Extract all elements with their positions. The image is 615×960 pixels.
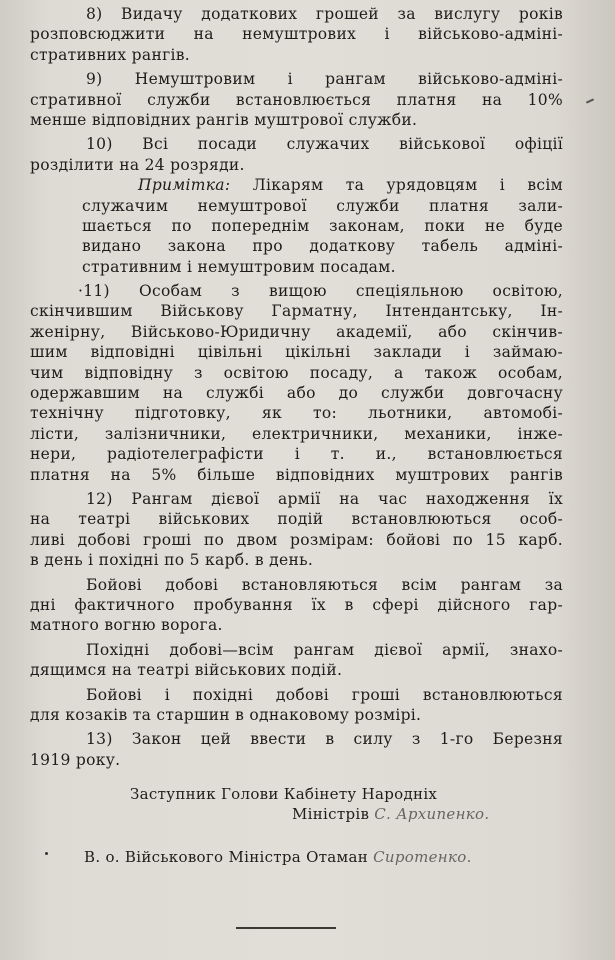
signature-title: Міністрів	[292, 805, 370, 824]
signature-title: В. о. Військового Міністра Отаман	[84, 847, 369, 866]
text-line: менше відповідних рангів муштрової служби.	[30, 110, 418, 129]
ink-dot	[45, 852, 48, 855]
note-first-text: Лікарям та урядовцям і всім	[252, 176, 563, 195]
paragraph-10	[30, 134, 563, 175]
ink-mark	[586, 98, 594, 103]
text-line: ·11) Особам з вищою спеціяльною освітою,	[78, 282, 563, 301]
text-line: технічну підготовку, як то: льотники, автомобі-	[30, 404, 563, 423]
text-line: дні фактичного пробування їх в сфері дійсного гар-	[30, 595, 563, 614]
note-label: Примітка:	[138, 176, 231, 195]
text-line: 10) Всі посади служачих військової офіції	[86, 135, 563, 154]
text-line: стративних рангів.	[30, 45, 191, 64]
text-line: 8) Видачу додаткових грошей за вислугу років	[86, 5, 563, 23]
paragraph-8	[30, 4, 563, 65]
signature-name: С. Архипенко.	[374, 805, 490, 824]
signature-line-1: Заступник Голови Кабінету Народніх	[130, 785, 438, 804]
note-first-line	[82, 175, 563, 195]
text-line: для козаків та старшин в однаковому розмірі.	[30, 705, 422, 724]
text-line: одержавшим на службі або до служби довгочасну	[30, 384, 563, 403]
note-block	[30, 175, 563, 277]
text-line: нери, радіотелеграфісти і т. и., встановлюється	[30, 445, 563, 464]
text-line: дящимся на театрі військових подій.	[30, 661, 343, 680]
text-line: лісти, залізничники, електричники, механики, інже-	[30, 424, 563, 443]
text-line: стративної служби встановлюється платня на 10%	[30, 90, 563, 109]
text-line: Похідні добові—всім рангам дієвої армії, знахо-	[86, 640, 563, 659]
paragraph-12-cossacks	[30, 685, 563, 726]
text-line: в день і похідні по 5 карб. в день.	[30, 551, 314, 570]
text-line: 12) Рангам дієвої армії на час находження їх	[86, 489, 563, 508]
text-line: служачим немуштрової служби платня зали-	[82, 196, 563, 215]
signature-line-2	[30, 804, 563, 824]
paragraph-11	[30, 281, 563, 485]
text-line: стративним і немуштровим посадам.	[82, 257, 396, 276]
signature-block	[30, 784, 563, 867]
text-line: платня на 5% більше відповідних муштрових рангів	[30, 465, 563, 484]
text-line: розповсюджити на немуштрових і військово-адміні-	[30, 25, 563, 44]
text-line: Бойові добові встановляються всім рангам за	[86, 575, 563, 594]
text-line: 13) Закон цей ввести в силу з 1-го Березня	[86, 730, 563, 749]
text-line: скінчившим Військову Гарматну, Інтендантську, Ін-	[30, 302, 563, 321]
text-line: ливі добові гроші по двом розмірам: бойові по 15 карб.	[30, 530, 563, 549]
paragraph-12	[30, 489, 563, 571]
text-line: шим відповідні цівільні цікільні заклади і займаю-	[30, 343, 563, 362]
text-line: чим відповідну з освітою посаду, а також особам,	[30, 363, 563, 382]
closing-rule	[236, 927, 336, 929]
paragraph-12-march	[30, 640, 563, 681]
signature-name: Сиротенко.	[373, 847, 472, 866]
paragraph-12-combat	[30, 575, 563, 636]
signature-line-3	[30, 847, 563, 867]
paragraph-13	[30, 729, 563, 770]
paragraph-9	[30, 69, 563, 130]
text-line: шається по попереднім законам, поки не буде	[82, 216, 563, 235]
text-line: женірну, Військово-Юридичну академії, або скінчив-	[30, 322, 563, 341]
text-line: матного вогню ворога.	[30, 616, 223, 635]
text-line: видано закона про додаткову табель адміні-	[82, 237, 563, 256]
text-line: на театрі військових подій встановлюються особ-	[30, 510, 563, 529]
text-line: 1919 року.	[30, 750, 121, 769]
text-line: 9) Немуштровим і рангам військово-адміні-	[86, 70, 563, 89]
text-line: розділити на 24 розряди.	[30, 155, 245, 174]
text-line: Бойові і похідні добові гроші встановлюються	[86, 685, 563, 704]
